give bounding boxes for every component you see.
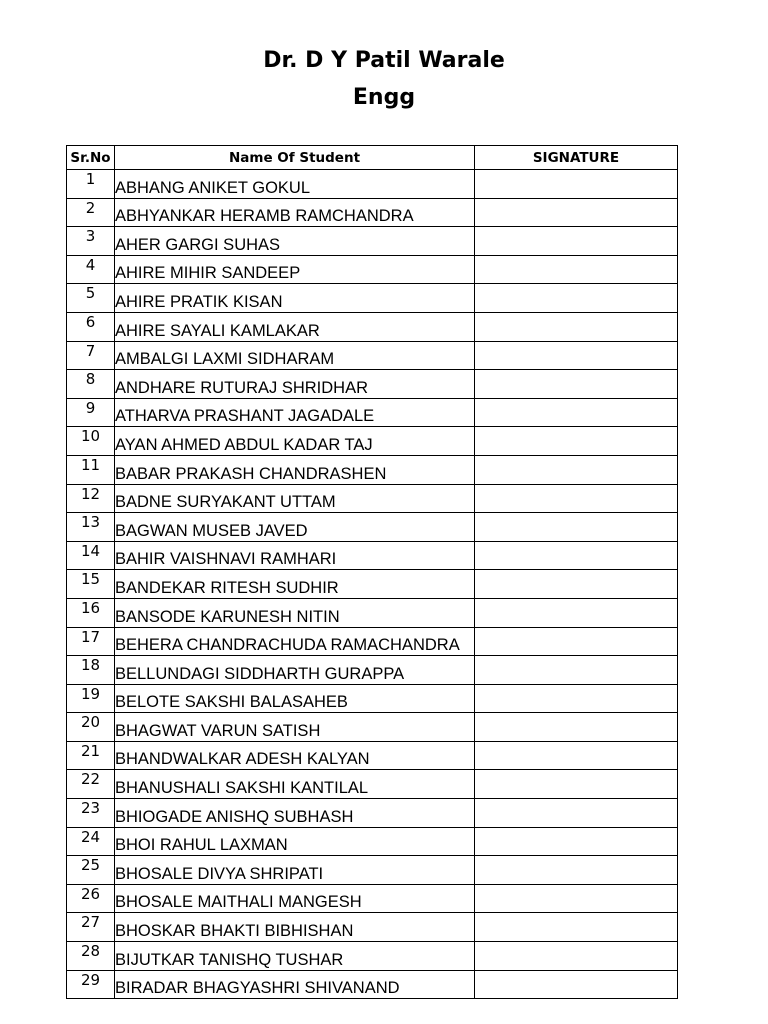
- table-row: [67, 770, 678, 799]
- student-name-cell: [115, 799, 475, 828]
- student-name-cell: [115, 484, 475, 513]
- student-name-cell: [115, 741, 475, 770]
- table-row: [67, 942, 678, 971]
- signature-cell[interactable]: [475, 484, 678, 513]
- student-name-cell: [115, 970, 475, 999]
- student-name: AHIRE SAYALI KAMLAKAR: [115, 321, 320, 340]
- table-row: [67, 656, 678, 685]
- sr-no-cell: 16: [67, 598, 115, 627]
- signature-cell[interactable]: [475, 398, 678, 427]
- table-body: [67, 170, 678, 999]
- student-name-cell: [115, 370, 475, 399]
- table-row: [67, 341, 678, 370]
- table-row: [67, 398, 678, 427]
- student-name: BHAGWAT VARUN SATISH: [115, 721, 321, 740]
- student-name: AMBALGI LAXMI SIDHARAM: [115, 350, 335, 369]
- student-name-cell: [115, 627, 475, 656]
- student-name: AHER GARGI SUHAS: [115, 235, 281, 254]
- student-name-cell: [115, 312, 475, 341]
- student-name: ABHYANKAR HERAMB RAMCHANDRA: [115, 207, 414, 226]
- sr-no-cell: 19: [67, 684, 115, 713]
- student-name: BANSODE KARUNESH NITIN: [115, 607, 340, 626]
- signature-cell[interactable]: [475, 570, 678, 599]
- title-line-2: Engg: [352, 85, 416, 110]
- sr-no-cell: 23: [67, 799, 115, 828]
- signature-cell[interactable]: [475, 312, 678, 341]
- sr-no-cell: 29: [67, 970, 115, 999]
- signature-cell[interactable]: [475, 741, 678, 770]
- document-title: [0, 42, 768, 116]
- table-row: [67, 455, 678, 484]
- header-name-of-student: Name Of Student: [115, 146, 475, 170]
- table-row: [67, 570, 678, 599]
- signature-cell[interactable]: [475, 970, 678, 999]
- signature-cell[interactable]: [475, 427, 678, 456]
- student-name-cell: [115, 455, 475, 484]
- student-name: BIRADAR BHAGYASHRI SHIVANAND: [115, 979, 400, 998]
- sr-no-cell: 2: [67, 198, 115, 227]
- signature-cell[interactable]: [475, 341, 678, 370]
- table-row: [67, 541, 678, 570]
- sr-no-cell: 3: [67, 227, 115, 256]
- attendance-table: [66, 145, 678, 999]
- student-name-cell: [115, 227, 475, 256]
- student-name-cell: [115, 570, 475, 599]
- signature-cell[interactable]: [475, 913, 678, 942]
- signature-cell[interactable]: [475, 370, 678, 399]
- table-row: [67, 884, 678, 913]
- student-name: BADNE SURYAKANT UTTAM: [115, 493, 336, 512]
- sr-no-cell: 26: [67, 884, 115, 913]
- student-name-cell: [115, 255, 475, 284]
- signature-cell[interactable]: [475, 884, 678, 913]
- table-header: [67, 146, 678, 170]
- signature-cell[interactable]: [475, 227, 678, 256]
- student-name: BHIOGADE ANISHQ SUBHASH: [115, 807, 354, 826]
- student-name-cell: [115, 284, 475, 313]
- student-name: BABAR PRAKASH CHANDRASHEN: [115, 464, 387, 483]
- signature-cell[interactable]: [475, 684, 678, 713]
- student-name: BEHERA CHANDRACHUDA RAMACHANDRA: [115, 636, 460, 655]
- signature-cell[interactable]: [475, 170, 678, 199]
- student-name: BANDEKAR RITESH SUDHIR: [115, 578, 339, 597]
- student-name-cell: [115, 427, 475, 456]
- signature-cell[interactable]: [475, 627, 678, 656]
- sr-no-cell: 27: [67, 913, 115, 942]
- sr-no-cell: 11: [67, 455, 115, 484]
- table-row: [67, 913, 678, 942]
- sr-no-cell: 28: [67, 942, 115, 971]
- student-name-cell: [115, 398, 475, 427]
- sr-no-cell: 7: [67, 341, 115, 370]
- student-name-cell: [115, 856, 475, 885]
- student-name-cell: [115, 942, 475, 971]
- sr-no-cell: 8: [67, 370, 115, 399]
- sr-no-cell: 1: [67, 170, 115, 199]
- student-name-cell: [115, 513, 475, 542]
- student-name-cell: [115, 827, 475, 856]
- student-name-cell: [115, 198, 475, 227]
- table-row: [67, 198, 678, 227]
- table-row: [67, 799, 678, 828]
- student-name-cell: [115, 913, 475, 942]
- sr-no-cell: 5: [67, 284, 115, 313]
- signature-cell[interactable]: [475, 799, 678, 828]
- table-row: [67, 227, 678, 256]
- sr-no-cell: 25: [67, 856, 115, 885]
- student-name-cell: [115, 684, 475, 713]
- table-row: [67, 856, 678, 885]
- table-row: [67, 970, 678, 999]
- student-name: ATHARVA PRASHANT JAGADALE: [115, 407, 375, 426]
- table-row: [67, 713, 678, 742]
- table-row: [67, 427, 678, 456]
- student-name: AHIRE PRATIK KISAN: [115, 292, 283, 311]
- signature-cell[interactable]: [475, 513, 678, 542]
- student-name: BAGWAN MUSEB JAVED: [115, 521, 308, 540]
- signature-cell[interactable]: [475, 770, 678, 799]
- table-row: [67, 627, 678, 656]
- header-row: [67, 146, 678, 170]
- student-name: ABHANG ANIKET GOKUL: [115, 178, 311, 197]
- student-name: BELLUNDAGI SIDDHARTH GURAPPA: [115, 664, 405, 683]
- signature-cell[interactable]: [475, 942, 678, 971]
- sr-no-cell: 10: [67, 427, 115, 456]
- signature-cell[interactable]: [475, 255, 678, 284]
- student-name: ANDHARE RUTURAJ SHRIDHAR: [115, 378, 369, 397]
- sr-no-cell: 9: [67, 398, 115, 427]
- sr-no-cell: 14: [67, 541, 115, 570]
- table-row: [67, 170, 678, 199]
- student-name-cell: [115, 541, 475, 570]
- sr-no-cell: 17: [67, 627, 115, 656]
- sr-no-cell: 13: [67, 513, 115, 542]
- student-name-cell: [115, 656, 475, 685]
- header-signature: SIGNATURE: [475, 146, 678, 170]
- table-row: [67, 255, 678, 284]
- student-name: BHANUSHALI SAKSHI KANTILAL: [115, 779, 369, 798]
- sr-no-cell: 12: [67, 484, 115, 513]
- signature-cell[interactable]: [475, 541, 678, 570]
- sr-no-cell: 24: [67, 827, 115, 856]
- table-row: [67, 827, 678, 856]
- sr-no-cell: 4: [67, 255, 115, 284]
- table-row: [67, 684, 678, 713]
- student-name: AYAN AHMED ABDUL KADAR TAJ: [115, 435, 373, 454]
- table-row: [67, 312, 678, 341]
- signature-cell[interactable]: [475, 598, 678, 627]
- signature-cell[interactable]: [475, 284, 678, 313]
- student-name: BIJUTKAR TANISHQ TUSHAR: [115, 950, 344, 969]
- student-name-cell: [115, 341, 475, 370]
- student-name: BHOSALE MAITHALI MANGESH: [115, 893, 362, 912]
- signature-cell[interactable]: [475, 656, 678, 685]
- student-name: BHOSALE DIVYA SHRIPATI: [115, 864, 324, 883]
- table-row: [67, 484, 678, 513]
- table-row: [67, 513, 678, 542]
- sr-no-cell: 20: [67, 713, 115, 742]
- table-row: [67, 598, 678, 627]
- student-name-cell: [115, 884, 475, 913]
- signature-cell[interactable]: [475, 455, 678, 484]
- signature-cell[interactable]: [475, 856, 678, 885]
- sr-no-cell: 6: [67, 312, 115, 341]
- sr-no-cell: 18: [67, 656, 115, 685]
- table-row: [67, 741, 678, 770]
- sr-no-cell: 15: [67, 570, 115, 599]
- student-name: BAHIR VAISHNAVI RAMHARI: [115, 550, 337, 569]
- signature-cell[interactable]: [475, 713, 678, 742]
- student-name: BHOSKAR BHAKTI BIBHISHAN: [115, 922, 354, 941]
- sr-no-cell: 22: [67, 770, 115, 799]
- signature-cell[interactable]: [475, 827, 678, 856]
- sr-no-cell: 21: [67, 741, 115, 770]
- header-sr-no: Sr.No: [67, 146, 115, 170]
- title-line-1: Dr. D Y Patil Warale: [263, 48, 505, 73]
- student-name: BHOI RAHUL LAXMAN: [115, 836, 288, 855]
- student-name: BELOTE SAKSHI BALASAHEB: [115, 693, 348, 712]
- signature-cell[interactable]: [475, 198, 678, 227]
- table-row: [67, 284, 678, 313]
- table-row: [67, 370, 678, 399]
- student-name: AHIRE MIHIR SANDEEP: [115, 264, 301, 283]
- student-name-cell: [115, 598, 475, 627]
- student-name-cell: [115, 713, 475, 742]
- student-name-cell: [115, 770, 475, 799]
- student-name-cell: [115, 170, 475, 199]
- student-name: BHANDWALKAR ADESH KALYAN: [115, 750, 370, 769]
